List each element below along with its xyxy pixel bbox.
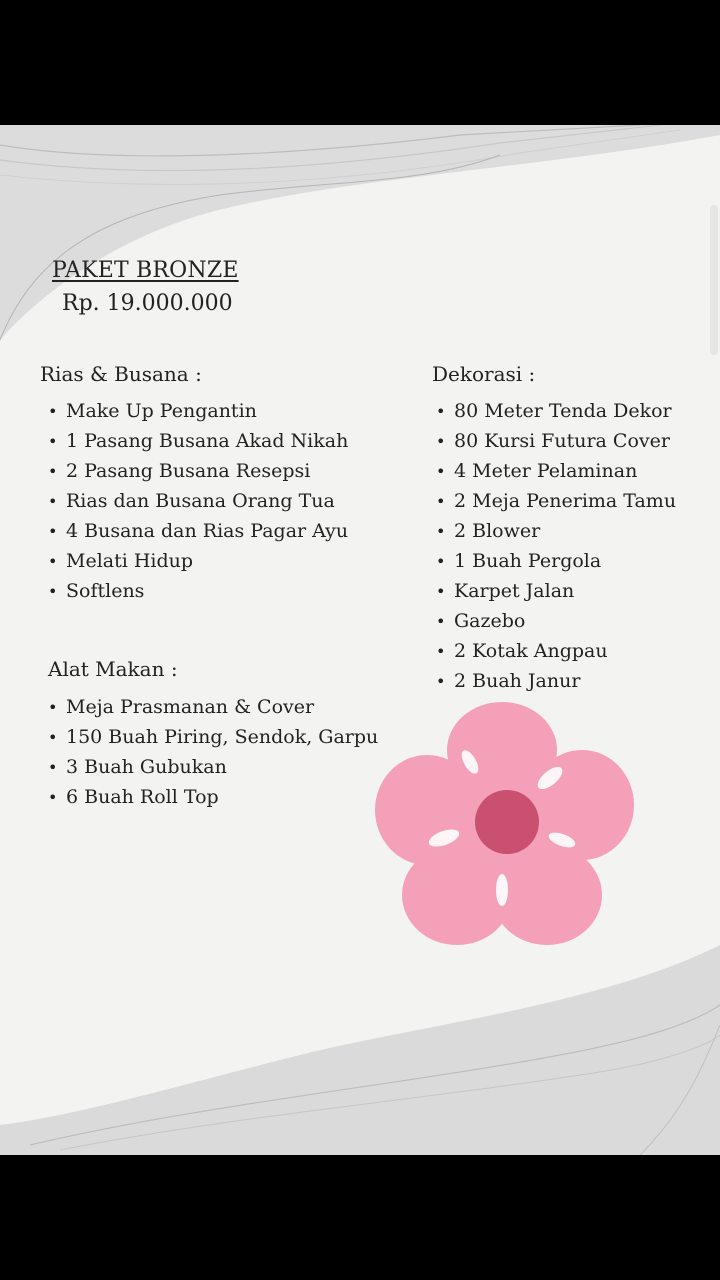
list-item: • 1 Pasang Busana Akad Nikah (48, 430, 349, 452)
list-item: • 2 Meja Penerima Tamu (436, 490, 677, 512)
list-item: • Meja Prasmanan & Cover (48, 696, 315, 718)
list-item: • 2 Buah Janur (436, 670, 581, 692)
list-item: • 1 Buah Pergola (436, 550, 602, 572)
list-item: • Karpet Jalan (436, 580, 575, 602)
package-title: PAKET BRONZE (52, 258, 239, 283)
list-item: • 2 Pasang Busana Resepsi (48, 460, 311, 482)
list-item: • Softlens (48, 580, 145, 602)
list-item: • Gazebo (436, 610, 526, 632)
list-item: • Rias dan Busana Orang Tua (48, 490, 335, 512)
alat-heading: Alat Makan : (48, 657, 178, 681)
list-item: • Melati Hidup (48, 550, 194, 572)
flower-sticker-icon (372, 700, 642, 950)
dekorasi-heading: Dekorasi : (432, 362, 536, 386)
list-item: • 80 Meter Tenda Dekor (436, 400, 672, 422)
scrollbar[interactable] (710, 205, 718, 355)
list-item: • 150 Buah Piring, Sendok, Garpu (48, 726, 379, 748)
list-item: • 80 Kursi Futura Cover (436, 430, 670, 452)
list-item: • 2 Blower (436, 520, 541, 542)
dekorasi-list (436, 396, 676, 696)
list-item: • 2 Kotak Angpau (436, 640, 608, 662)
rias-list (48, 396, 348, 606)
list-item: • 4 Busana dan Rias Pagar Ayu (48, 520, 349, 542)
list-item: • 4 Meter Pelaminan (436, 460, 638, 482)
list-item: • 3 Buah Gubukan (48, 756, 227, 778)
alat-list (48, 692, 378, 812)
list-item: • 6 Buah Roll Top (48, 786, 219, 808)
list-item: • Make Up Pengantin (48, 400, 257, 422)
rias-heading: Rias & Busana : (40, 362, 202, 386)
package-price: Rp. 19.000.000 (62, 291, 233, 316)
